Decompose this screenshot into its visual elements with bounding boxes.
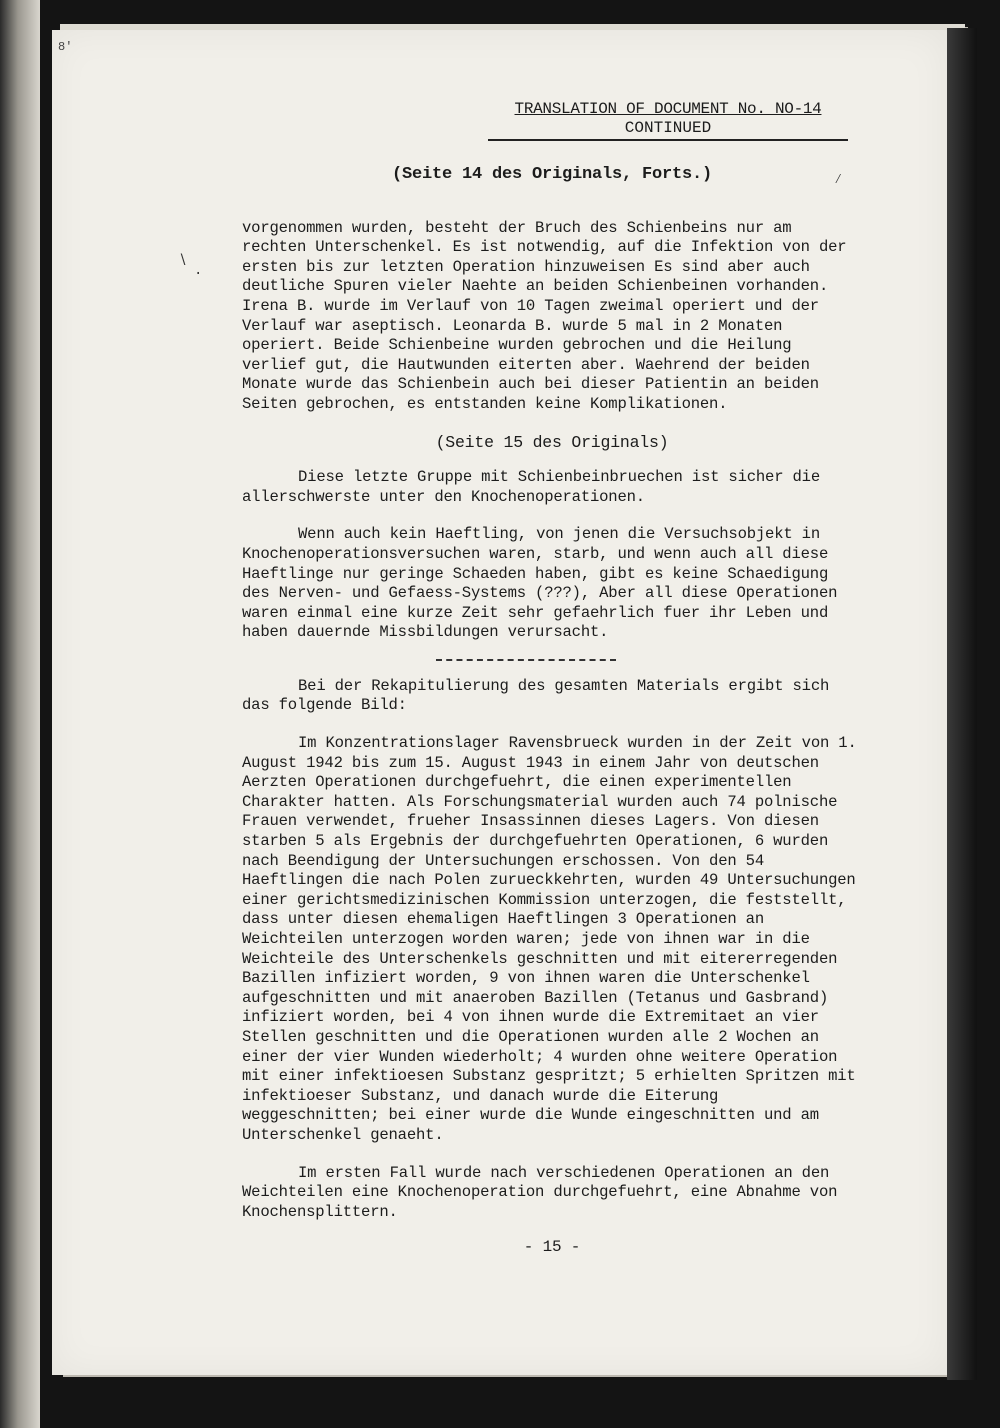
section-heading-page-15: (Seite 15 des Originals) <box>435 432 669 452</box>
body-paragraph: Im Konzentrationslager Ravensbrueck wurden in der Zeit von 1. August 1942 bis zum 15. August 1943 in einem Jahr von deutschen Aerzten Operationen durchgefuehrt, die einen experimentellen Charakter hatten. Als Forschungsmaterial wurden auch 74 polnische Frauen verwendet, frueher Insassinnen dieses Lagers. Von diesen starben 5 als Ergebnis der durchgefuehrten Operationen, 6 wurden nach Beendigung der Untersuchungen erschossen. Von den 54 Haeftlingen die nach Polen zurueckkehrten, wurden 49 Untersuchungen einer gerichtsmedizinischen Kommission unterzogen, die feststellt, dass unter diesen ehemaligen Haeftlingen 3 Operationen an Weichteilen unterzogen worden waren; jede von ihnen war in die Weichteile des Unterschenkels geschnitten und mit eitererregenden Bazillen infiziert worden, 9 von ihnen waren die Unterschenkel aufgeschnitten und mit anaeroben Bazillen (Tetanus und Gasbrand) infiziert worden, bei 4 von ihnen wurde die Extremitaet an vier Stellen geschnitten und die Operationen wurden alle 2 Wochen an einer der vier Wunden wiederholt; 4 wurden ohne weitere Operation mit einer infektioesen Substanz gespritzt; 5 erhielten Spritzen mit infektioeser Substanz, und danach wurde die Eiterung weggeschnitten; bei einer wurde die Wunde eingeschnitten und am Unterschenkel genaeht. <box>242 734 857 1144</box>
margin-tick: ⁄ <box>834 172 843 188</box>
document-header <box>488 100 848 141</box>
adjacent-page-edge <box>0 0 40 1428</box>
binding-shadow <box>947 28 977 1380</box>
header-title: TRANSLATION OF DOCUMENT No. NO-14 <box>514 100 822 118</box>
body-paragraph: vorgenommen wurden, besteht der Bruch des Schienbeins nur am rechten Unterschenkel. Es ist notwendig, auf die Infektion von der ersten bis zur letzten Operation hinzuweisen Es sind aber auch deutliche Spuren vieler Naehte an beiden Schienbeinen vorhanden. Irena B. wurde im Verlauf von 10 Tagen zweimal operiert und der Verlauf war aseptisch. Leonarda B. wurde 5 mal in 2 Monaten operiert. Beide Schienbeine wurden gebrochen und die Heilung verlief gut, die Hautwunden eiterten aber. Waehrend der beiden Monate wurde das Schienbein auch bei dieser Patientin an beiden Seiten gebrochen, es entstanden keine Komplikationen. <box>242 218 847 413</box>
page-number: - 15 - <box>523 1238 581 1257</box>
body-paragraph: Diese letzte Gruppe mit Schienbeinbruechen ist sicher die allerschwerste unter den Knochenoperationen. <box>242 468 820 506</box>
body-paragraph: Wenn auch kein Haeftling, von jenen die Versuchsobjekt in Knochenoperationsversuchen waren, starb, und wenn auch all diese Haeftlinge nur geringe Schaeden haben, gibt es keine Schaedigung des Nerven- und Gefaess-Systems (???), Aber all diese Operationen waren einmal eine kurze Zeit sehr gefaehrlich fuer ihr Leben und haben dauernde Missbildungen verursacht. <box>242 525 838 642</box>
margin-tick: · <box>194 266 203 282</box>
body-paragraph: Im ersten Fall wurde nach verschiedenen Operationen an den Weichteilen eine Knochenoperation durchgefuehrt, eine Abnahme von Knochensplittern. <box>242 1163 838 1221</box>
margin-mark: 8' <box>58 40 73 54</box>
body-paragraph: Bei der Rekapitulierung des gesamten Materials ergibt sich das folgende Bild: <box>242 676 830 715</box>
section-heading-page-14: (Seite 14 des Originals, Forts.) <box>391 165 713 184</box>
document-page <box>52 30 947 1375</box>
document-body <box>242 165 862 1258</box>
header-continued: CONTINUED <box>488 119 848 141</box>
section-divider <box>436 659 616 661</box>
margin-tick: ∖ <box>178 253 187 269</box>
